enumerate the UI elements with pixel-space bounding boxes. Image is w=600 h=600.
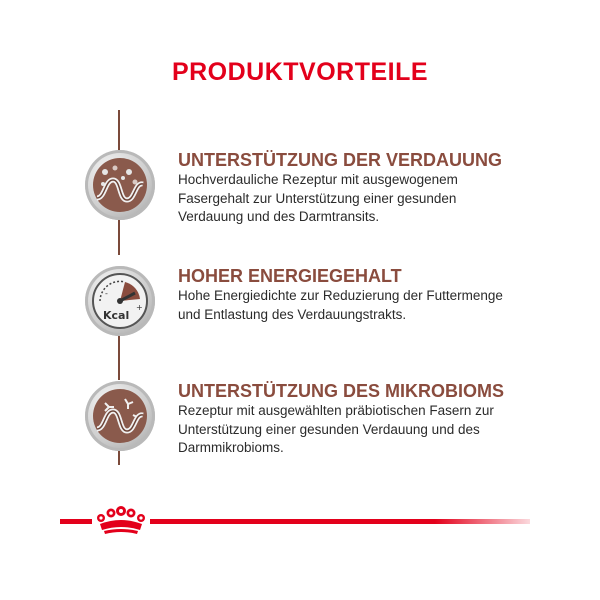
feature-title-digestion: UNTERSTÜTZUNG DER VERDAUUNG [178, 150, 502, 170]
kcal-gauge-icon [85, 266, 155, 336]
feature-text-line: Hohe Energiedichte zur Reduzierung der Futtermenge [178, 288, 503, 303]
feature-text-digestion [178, 171, 578, 227]
kcal-label: Kcal [103, 309, 130, 322]
brand-bar-left [60, 519, 92, 524]
feature-text-line: Darmmikrobioms. [178, 440, 284, 455]
brand-bar-right [150, 519, 530, 524]
svg-text:-: - [105, 289, 108, 298]
feature-title-energy: HOHER ENERGIEGEHALT [178, 266, 402, 286]
feature-text-line: Verdauung und des Darmtransits. [178, 209, 380, 224]
feature-text-line: und Entlastung des Verdauungstrakts. [178, 306, 407, 322]
feature-text-line: Unterstützung einer gesunden Verdauung und des [178, 421, 480, 437]
svg-text:+: + [136, 303, 143, 312]
feature-text-microbiome [178, 402, 578, 458]
microbiome-icon [85, 381, 155, 451]
feature-text-energy [178, 287, 578, 324]
feature-title-microbiome: UNTERSTÜTZUNG DES MIKROBIOMS [178, 381, 504, 401]
feature-text-line: Rezeptur mit ausgewählten präbiotischen Fasern zur [178, 403, 494, 418]
feature-text-line: Hochverdauliche Rezeptur mit ausgewogenem [178, 172, 458, 187]
page-title: PRODUKTVORTEILE [171, 58, 429, 86]
digestion-icon [85, 150, 155, 220]
crown-logo-icon [94, 504, 148, 536]
feature-text-line: Fasergehalt zur Unterstützung einer gesunden [178, 190, 457, 206]
timeline-line [118, 330, 120, 380]
